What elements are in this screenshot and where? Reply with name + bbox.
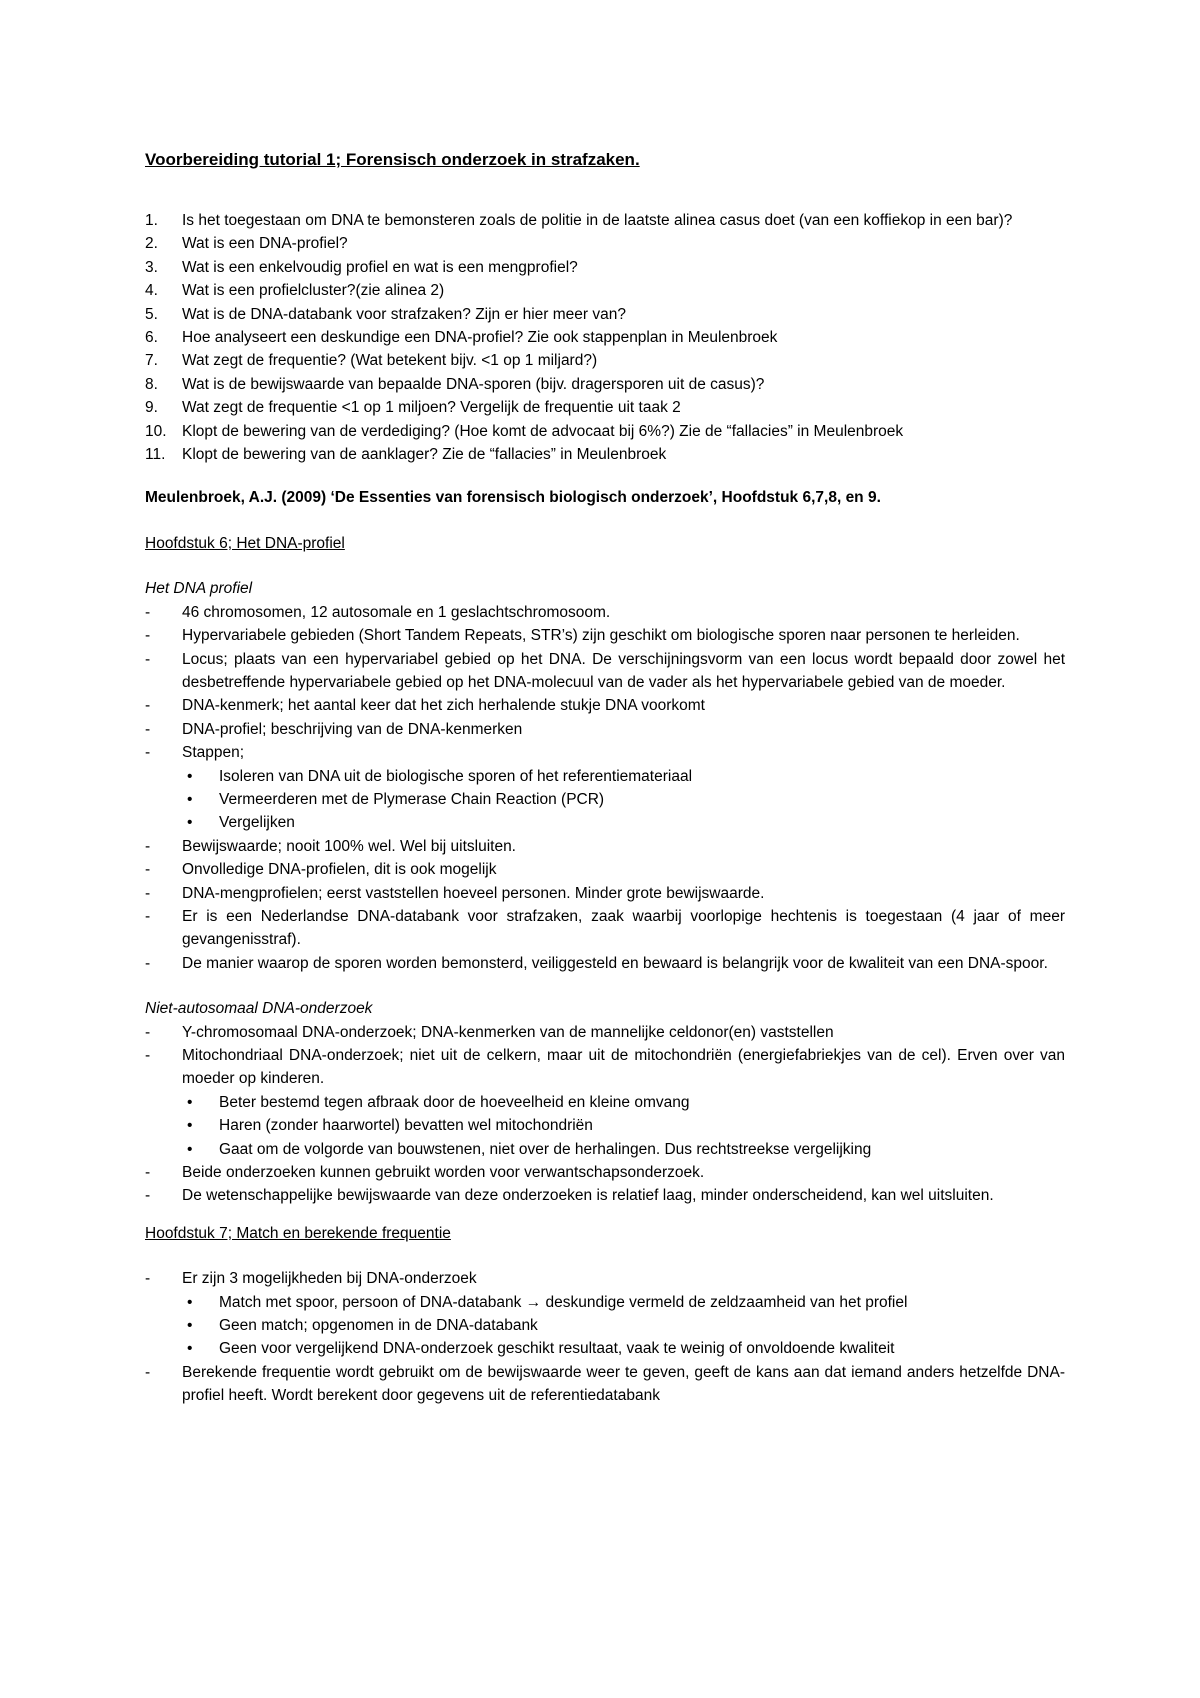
list-item — [145, 1267, 1065, 1361]
question-text: Wat is een enkelvoudig profiel en wat is een mengprofiel? — [182, 258, 578, 276]
question-list — [145, 209, 1065, 466]
list-item-text: Y-chromosomaal DNA-onderzoek; DNA-kenmerken van de mannelijke celdonor(en) vaststellen — [182, 1023, 834, 1041]
question-number: 4. — [145, 282, 158, 300]
list-item-text: Berekende frequentie wordt gebruikt om de bewijswaarde weer te geven, geeft de kans aan dat iemand anders hetzelfde DNA-profiel heeft. Wordt berekent door gegevens uit de referentiedatabank — [182, 1363, 1065, 1405]
bullet-text: Beter bestemd tegen afbraak door de hoeveelheid en kleine omvang — [219, 1093, 690, 1111]
bullet-text: Haren (zonder haarwortel) bevatten wel mitochondriën — [219, 1117, 593, 1135]
question-text: Wat is de DNA-databank voor strafzaken? Zijn er hier meer van? — [182, 305, 626, 323]
steps-list — [182, 765, 1065, 835]
question-text: Wat zegt de frequentie <1 op 1 miljoen? Vergelijk de frequentie uit taak 2 — [182, 399, 681, 417]
bullet-item — [182, 788, 1065, 811]
list-item — [145, 1044, 1065, 1161]
question-item — [145, 303, 1065, 326]
question-number: 6. — [145, 329, 158, 347]
chapter-7-list — [145, 1267, 1065, 1407]
list-item — [145, 648, 1065, 695]
bullet-item — [182, 765, 1065, 788]
question-number: 2. — [145, 235, 158, 253]
question-item — [145, 420, 1065, 443]
question-number: 5. — [145, 305, 158, 323]
question-item — [145, 396, 1065, 419]
bullet-item — [182, 1114, 1065, 1137]
list-item-text: De wetenschappelijke bewijswaarde van deze onderzoeken is relatief laag, minder onderscheidend, kan wel uitsluiten. — [182, 1187, 994, 1205]
bullet-text: Gaat om de volgorde van bouwstenen, niet over de herhalingen. Dus rechtstreekse vergelijking — [219, 1140, 872, 1158]
list-item — [145, 624, 1065, 647]
question-text: Wat is een profielcluster?(zie alinea 2) — [182, 282, 445, 300]
question-number: 7. — [145, 352, 158, 370]
bullet-marker: • — [187, 767, 193, 785]
bullet-marker: • — [187, 1140, 193, 1158]
list-item-text: DNA-kenmerk; het aantal keer dat het zich herhalende stukje DNA voorkomt — [182, 697, 705, 715]
list-item — [145, 1184, 1065, 1207]
non-autosomal-list — [145, 1021, 1065, 1208]
document-title: Voorbereiding tutorial 1; Forensisch onderzoek in strafzaken. — [145, 150, 640, 169]
list-item-text: Beide onderzoeken kunnen gebruikt worden voor verwantschapsonderzoek. — [182, 1164, 705, 1182]
dash-marker: - — [145, 744, 151, 762]
dna-profile-list — [145, 601, 1065, 976]
question-number: 8. — [145, 375, 158, 393]
document-body — [145, 148, 1065, 1408]
list-item — [145, 835, 1065, 858]
list-item-text: Stappen; — [182, 744, 245, 762]
dash-marker: - — [145, 837, 151, 855]
list-item — [145, 1021, 1065, 1044]
bullet-marker: • — [187, 1317, 193, 1335]
question-text: Wat is de bewijswaarde van bepaalde DNA-sporen (bijv. dragersporen uit de casus)? — [182, 375, 765, 393]
bullet-marker: • — [187, 814, 193, 832]
question-number: 1. — [145, 212, 158, 229]
bullet-item — [182, 811, 1065, 834]
dash-marker: - — [145, 720, 151, 738]
question-text: Wat zegt de frequentie? (Wat betekent bijv. <1 op 1 miljard?) — [182, 352, 598, 370]
reference-citation: Meulenbroek, A.J. (2009) ‘De Essenties van forensisch biologisch onderzoek’, Hoofdstuk 6,7,8, en 9. — [145, 489, 881, 507]
question-text: Klopt de bewering van de aanklager? Zie de “fallacies” in Meulenbroek — [182, 446, 667, 464]
list-item — [145, 741, 1065, 835]
dash-marker: - — [145, 954, 151, 972]
list-item-text: DNA-profiel; beschrijving van de DNA-kenmerken — [182, 720, 523, 738]
list-item-text: Mitochondriaal DNA-onderzoek; niet uit de celkern, maar uit de mitochondriën (energiefabriekjes van de cel). Erven over van moeder op kinderen. — [182, 1047, 1065, 1088]
bullet-item — [182, 1138, 1065, 1161]
list-item-text: DNA-mengprofielen; eerst vaststellen hoeveel personen. Minder grote bewijswaarde. — [182, 884, 765, 902]
list-item — [145, 858, 1065, 881]
list-item-text: Hypervariabele gebieden (Short Tandem Repeats, STR’s) zijn geschikt om biologische sporen naar personen te herleiden. — [182, 627, 1020, 645]
bullet-marker: • — [187, 1117, 193, 1135]
dash-marker: - — [145, 650, 151, 668]
bullet-text: Geen voor vergelijkend DNA-onderzoek geschikt resultaat, vaak te weinig of onvoldoende kwaliteit — [219, 1340, 895, 1358]
list-item-text: Bewijswaarde; nooit 100% wel. Wel bij uitsluiten. — [182, 837, 516, 855]
question-item — [145, 349, 1065, 372]
dash-marker: - — [145, 907, 151, 925]
question-item — [145, 443, 1065, 466]
dash-marker: - — [145, 627, 151, 645]
list-item-text: Er is een Nederlandse DNA-databank voor strafzaken, zaak waarbij voorlopige hechtenis is toegestaan (4 jaar of meer gevangenisstraf). — [182, 907, 1065, 949]
chapter-7-heading: Hoofdstuk 7; Match en berekende frequentie — [145, 1224, 451, 1242]
question-number: 3. — [145, 258, 158, 276]
dash-marker: - — [145, 1164, 151, 1182]
spacer — [145, 1208, 1065, 1222]
bullet-text: Vergelijken — [219, 814, 295, 832]
bullet-marker: • — [187, 1293, 193, 1311]
bullet-marker: • — [187, 1093, 193, 1111]
question-number: 11. — [145, 446, 166, 464]
question-text: Klopt de bewering van de verdediging? (Hoe komt de advocaat bij 6%?) Zie de “fallacies” in Meulenbroek — [182, 422, 904, 440]
list-item — [145, 718, 1065, 741]
question-item — [145, 373, 1065, 396]
spacer — [145, 975, 1065, 997]
list-item — [145, 694, 1065, 717]
dash-marker: - — [145, 1363, 151, 1381]
bullet-item — [182, 1291, 1065, 1314]
dash-marker: - — [145, 1187, 151, 1205]
bullet-marker: • — [187, 1340, 193, 1358]
dash-marker: - — [145, 861, 151, 879]
list-item-text: De manier waarop de sporen worden bemonsterd, veiliggesteld en bewaard is belangrijk voor de kwaliteit van een DNA-spoor. — [182, 954, 1048, 972]
dash-marker: - — [145, 1023, 151, 1041]
list-item-text: Onvolledige DNA-profielen, dit is ook mogelijk — [182, 861, 497, 879]
list-item — [145, 601, 1065, 624]
bullet-text: Vermeerderen met de Plymerase Chain Reaction (PCR) — [219, 790, 605, 808]
question-text: Wat is een DNA-profiel? — [182, 235, 348, 253]
list-item-text: Locus; plaats van een hypervariabel gebied op het DNA. De verschijningsvorm van een locus wordt bepaald door zowel het desbetreffende hypervariabele gebied op het DNA-molecuul van de vader als het hypervariabele gebied van de moeder. — [182, 650, 1065, 691]
bullet-item — [182, 1091, 1065, 1114]
dash-marker: - — [145, 603, 151, 621]
dash-marker: - — [145, 884, 151, 902]
bullet-item — [182, 1314, 1065, 1337]
question-item — [145, 232, 1065, 255]
question-item — [145, 279, 1065, 302]
list-item — [145, 882, 1065, 905]
list-item-text: Er zijn 3 mogelijkheden bij DNA-onderzoek — [182, 1270, 477, 1288]
bullet-marker: • — [187, 790, 193, 808]
dna-profile-subheading: Het DNA profiel — [145, 580, 253, 598]
list-item-text: 46 chromosomen, 12 autosomale en 1 geslachtschromosoom. — [182, 603, 611, 621]
list-item — [145, 905, 1065, 952]
options-list — [182, 1291, 1065, 1361]
list-item — [145, 952, 1065, 975]
dash-marker: - — [145, 697, 151, 715]
question-text: Is het toegestaan om DNA te bemonsteren zoals de politie in de laatste alinea casus doet (van een koffiekop in een bar)? — [182, 212, 1013, 229]
mito-list — [182, 1091, 1065, 1161]
question-number: 10. — [145, 422, 167, 440]
list-item — [145, 1161, 1065, 1184]
question-item — [145, 256, 1065, 279]
dash-marker: - — [145, 1047, 151, 1064]
bullet-item — [182, 1337, 1065, 1360]
bullet-text: Geen match; opgenomen in de DNA-databank — [219, 1317, 538, 1335]
bullet-text: Isoleren van DNA uit de biologische sporen of het referentiemateriaal — [219, 767, 693, 785]
bullet-text: Match met spoor, persoon of DNA-databank → deskundige vermeld de zeldzaamheid van het profiel — [219, 1293, 908, 1311]
question-item — [145, 326, 1065, 349]
question-item — [145, 209, 1065, 232]
list-item — [145, 1361, 1065, 1408]
dash-marker: - — [145, 1270, 151, 1288]
chapter-6-heading: Hoofdstuk 6; Het DNA-profiel — [145, 534, 345, 552]
non-autosomal-subheading: Niet-autosomaal DNA-onderzoek — [145, 1000, 373, 1018]
question-number: 9. — [145, 399, 158, 417]
question-text: Hoe analyseert een deskundige een DNA-profiel? Zie ook stappenplan in Meulenbroek — [182, 329, 778, 347]
